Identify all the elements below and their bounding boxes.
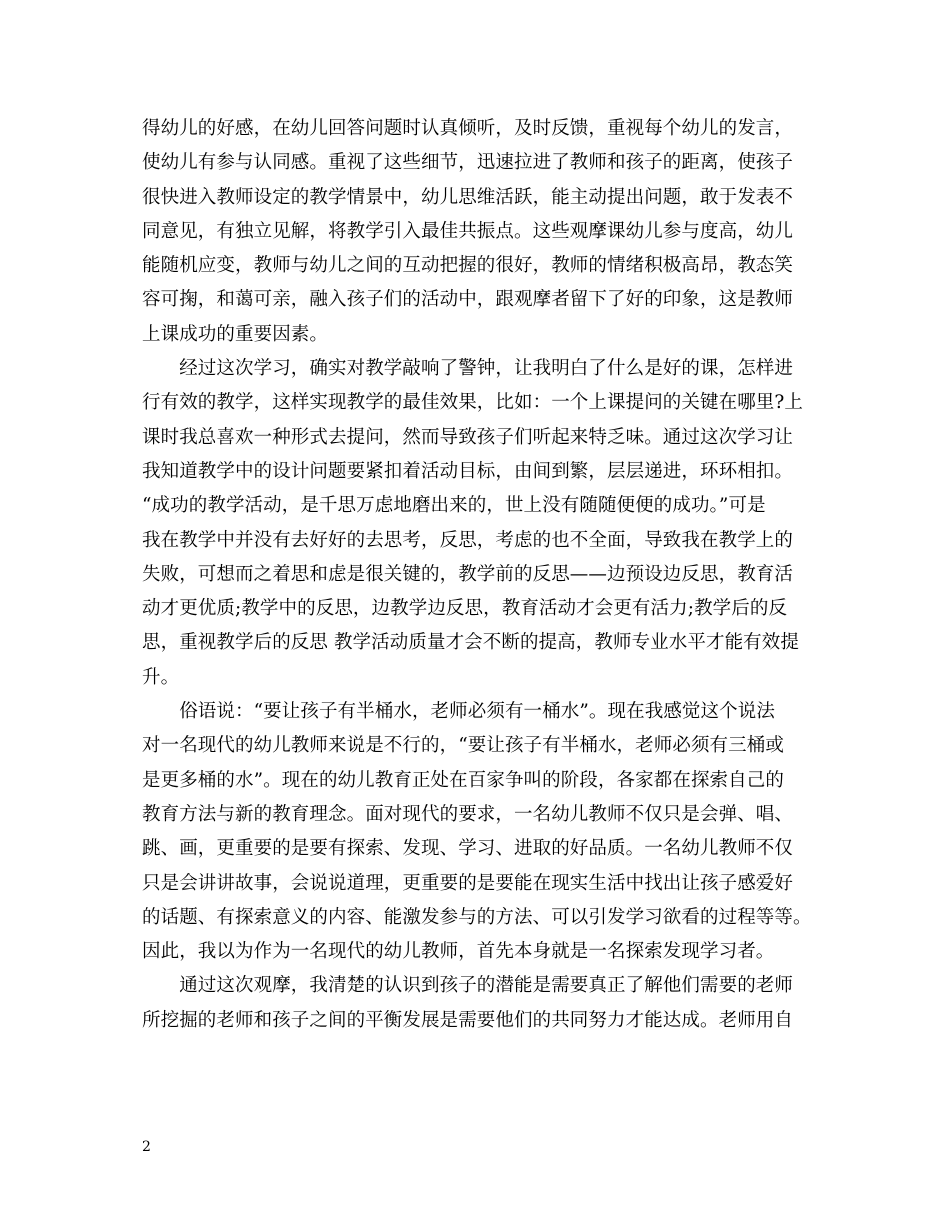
- text-line: 动才更优质;教学中的反思，边教学边反思，教育活动才会更有活力;教学后的反: [142, 598, 788, 620]
- text-line: 失败，可想而之着思和虑是很关键的，教学前的反思——边预设边反思，教育活: [142, 563, 794, 585]
- text-line: 思，重视教学后的反思 教学活动质量才会不断的提高，教师专业水平才能有效提: [142, 632, 799, 654]
- text-line: 我知道教学中的设计问题要紧扣着活动目标，由间到繁，层层递进，环环相扣。: [142, 460, 794, 482]
- text-line: 俗语说：“要让孩子有半桶水，老师必须有一桶水”。现在我感觉这个说法: [142, 701, 775, 723]
- text-line: 只是会讲讲故事，会说说道理，更重要的是要能在现实生活中找出让孩子感爱好: [142, 872, 794, 894]
- text-line: 对一名现代的幼儿教师来说是不行的，“要让孩子有半桶水，老师必须有三桶或: [142, 735, 784, 757]
- text-line: 因此，我以为作为一名现代的幼儿教师，首先本身就是一名探索发现学习者。: [142, 941, 775, 963]
- text-line: 教育方法与新的教育理念。面对现代的要求，一名幼儿教师不仅只是会弹、唱、: [142, 803, 794, 825]
- text-line: 我在教学中并没有去好好的去思考，反思，考虑的也不全面，导致我在教学上的: [142, 529, 794, 551]
- text-line: “成功的教学活动，是千思万虑地磨出来的，世上没有随随便便的成功。”可是: [142, 495, 766, 517]
- text-line: 经过这次学习，确实对教学敲响了警钟，让我明白了什么是好的课，怎样进: [142, 358, 794, 380]
- text-line: 容可掬，和蔼可亲，融入孩子们的活动中，跟观摩者留下了好的印象，这是教师: [142, 289, 794, 311]
- text-line: 课时我总喜欢一种形式去提问，然而导致孩子们听起来特乏味。通过这次学习让: [142, 426, 794, 448]
- text-line: 很快进入教师设定的教学情景中，幼儿思维活跃，能主动提出问题，敢于发表不: [142, 186, 794, 208]
- text-line: 是更多桶的水”。现在的幼儿教育正处在百家争叫的阶段，各家都在探索自己的: [142, 769, 784, 791]
- text-line: 所挖掘的老师和孩子之间的平衡发展是需要他们的共同努力才能达成。老师用自: [142, 1009, 794, 1031]
- text-line: 得幼儿的好感，在幼儿回答问题时认真倾听，及时反馈，重视每个幼儿的发言，: [142, 118, 794, 139]
- text-line: 使幼儿有参与认同感。重视了这些细节，迅速拉进了教师和孩子的距离，使孩子: [142, 152, 794, 174]
- text-line: 的话题、有探索意义的内容、能激发参与的方法、可以引发学习欲看的过程等等。: [142, 906, 812, 928]
- text-line: 上课成功的重要因素。: [142, 323, 329, 345]
- text-line: 同意见，有独立见解，将教学引入最佳共振点。这些观摩课幼儿参与度高，幼儿: [142, 220, 794, 242]
- text-line: 升。: [142, 666, 180, 688]
- body-text: [142, 112, 822, 1038]
- text-line: 通过这次观摩，我清楚的认识到孩子的潜能是需要真正了解他们需要的老师: [142, 975, 794, 997]
- text-line: 能随机应变，教师与幼儿之间的互动把握的很好，教师的情绪积极高昂，教态笑: [142, 255, 794, 277]
- text-line: 跳、画，更重要的是要有探索、发现、学习、进取的好品质。一名幼儿教师不仅: [142, 838, 794, 860]
- page-number: 2: [142, 1139, 151, 1155]
- text-line: 行有效的教学，这样实现教学的最佳效果，比如：一个上课提问的关键在哪里?上: [142, 392, 804, 414]
